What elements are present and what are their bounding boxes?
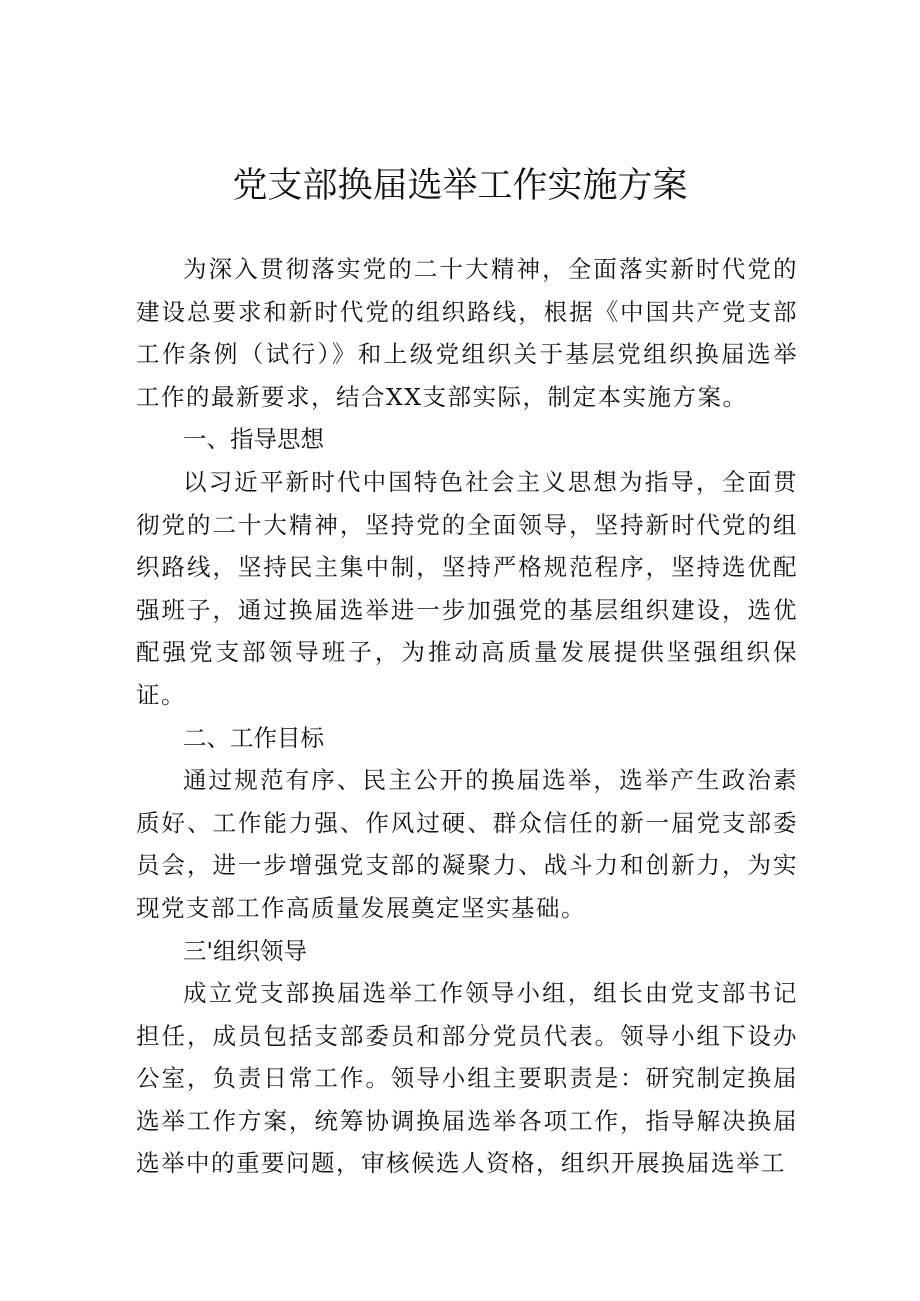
section-text-work-goals: 通过规范有序、民主公开的换届选举，选举产生政治素质好、工作能力强、作风过硬、群众信任的新一届党支部委员会，进一步增强党支部的凝聚力、战斗力和创新力，为实现党支部工作高质量发展奠定坚实基础。 <box>136 766 798 922</box>
section-heading-organization-leadership: 三'组织领导 <box>183 936 307 965</box>
section-text-organization-leadership: 成立党支部换届选举工作领导小组，组长由党支部书记担任，成员包括支部委员和部分党员代表。领导小组下设办公室，负责日常工作。领导小组主要职责是：研究制定换届选举工作方案，统筹协调换届选举各项工作，指导解决换届选举中的重要问题，审核候选人资格，组织开展换届选举工 <box>136 979 798 1178</box>
document-title: 党支部换届选举工作实施方案 <box>232 166 688 206</box>
section-heading-work-goals: 二、工作目标 <box>183 723 324 752</box>
section-text-guiding-ideology: 以习近平新时代中国特色社会主义思想为指导，全面贯彻党的二十大精神，坚持党的全面领导，坚持新时代党的组织路线，坚持民主集中制，坚持严格规范程序，坚持选优配强班子，通过换届选举进一步加强党的基层组织建设，选优配强党支部领导班子，为推动高质量发展提供坚强组织保证。 <box>136 467 798 709</box>
section-heading-guiding-ideology: 一、指导思想 <box>183 425 324 454</box>
document-body <box>136 248 798 1185</box>
intro-paragraph: 为深入贯彻落实党的二十大精神，全面落实新时代党的建设总要求和新时代党的组织路线，根据《中国共产党支部工作条例（试行）》和上级党组织关于基层党组织换届选举工作的最新要求，结合XX支部实际，制定本实施方案。 <box>136 255 798 411</box>
